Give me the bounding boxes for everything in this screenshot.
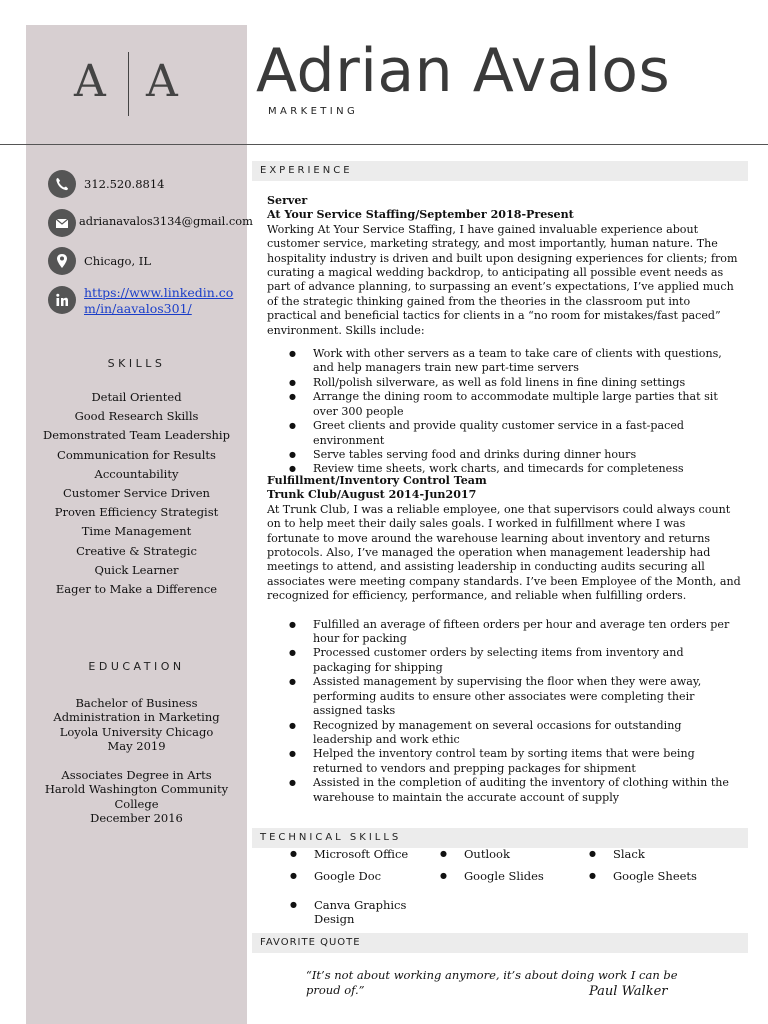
skill-item: Communication for Results xyxy=(57,447,216,462)
job-description: At Trunk Club, I was a reliable employee, one that supervisors could always count on to help meet their daily sales goals. I worked in fulfillment where I was fortunate to move around the warehouse learning about inventory and returns protocols. Also, I’ve managed the operation when management leadership had meetings to attend, and assisting leadership in conducting audits securing all associates were meeting company standards. I’ve been Employee of the Month, and recognized for efficiency, performance, and reliable when fulfilling orders. xyxy=(267,502,741,603)
education-heading: EDUCATION xyxy=(88,660,185,673)
skill-item: Good Research Skills xyxy=(74,409,199,424)
education-entry-1 xyxy=(26,696,247,754)
technical-skills-heading: TECHNICAL SKILLS xyxy=(260,832,402,843)
quote-author: Paul Walker xyxy=(589,984,668,999)
linkedin-link-wrapper xyxy=(84,285,239,317)
list-item: ● Processed customer orders by selecting items from inventory and packaging for shipping xyxy=(267,646,741,675)
tech-skill-item: ● Outlook xyxy=(464,847,510,861)
tech-skill-item: ● Microsoft Office xyxy=(314,847,408,861)
skill-item: Demonstrated Team Leadership xyxy=(43,428,230,443)
tech-skill-item: ● Google Doc xyxy=(314,869,381,883)
list-item: ● Serve tables serving food and drinks during dinner hours xyxy=(267,448,741,462)
monogram-left-letter: A xyxy=(74,56,106,107)
phone-number: 312.520.8814 xyxy=(84,177,165,191)
skill-item: Detail Oriented xyxy=(91,390,182,404)
education-date: December 2016 xyxy=(90,811,183,826)
skills-heading: SKILLS xyxy=(107,357,166,370)
experience-section-header xyxy=(252,161,748,181)
skill-item: Quick Learner xyxy=(94,562,179,577)
linkedin-link[interactable]: https://www.linkedin.com/in/aavalos301/ xyxy=(84,285,234,316)
job-fulfillment xyxy=(267,474,741,805)
location-text: Chicago, IL xyxy=(84,254,151,268)
job-company: At Your Service Staffing/September 2018-Present xyxy=(267,208,574,222)
skill-item: Proven Efficiency Strategist xyxy=(54,505,219,520)
school-name: Harold Washington Community xyxy=(44,782,229,797)
list-item: ● Recognized by management on several occasions for outstanding leadership and work ethic xyxy=(267,719,741,748)
job-bullets xyxy=(267,347,741,477)
skill-item: Time Management xyxy=(81,524,192,539)
job-bullets xyxy=(267,618,741,805)
technical-skills-section-header xyxy=(252,828,748,848)
job-server xyxy=(267,194,741,477)
job-company: Trunk Club/August 2014-Jun2017 xyxy=(267,488,477,502)
favorite-quote-heading: FAVORITE QUOTE xyxy=(260,937,361,948)
tech-skill-item: ● Google Slides xyxy=(464,869,544,883)
monogram-right-letter: A xyxy=(146,56,178,107)
skill-item: Accountability xyxy=(94,466,179,481)
job-description: Working At Your Service Staffing, I have gained invaluable experience about customer service, marketing strategy, and most importantly, human nature. The hospitality industry is driven and built upon designing experiences for clients; from curating a magical wedding backdrop, to anticipating all possible event needs as part of advance planning, to surpassing an event’s expectations, I’ve applied much of the strategic thinking gained from the theories in the classroom put into practical and beneficial tactics for clients in a “no room for mistakes/fast paced” environment. Skills include: xyxy=(267,222,738,337)
tech-skill-item: ● Slack xyxy=(613,847,645,861)
linkedin-icon xyxy=(48,286,76,314)
monogram-divider xyxy=(128,52,129,116)
education-date: May 2019 xyxy=(107,739,166,754)
school-name: Loyola University Chicago xyxy=(59,724,214,739)
skills-list xyxy=(26,388,247,599)
list-item: ● Work with other servers as a team to take care of clients with questions, and help managers train new part-time servers xyxy=(267,347,741,376)
email-icon xyxy=(48,209,76,237)
list-item: ● Helped the inventory control team by sorting items that were being returned to vendors and prepping packages for shipment xyxy=(267,747,741,776)
list-item: ● Roll/polish silverware, as well as fold linens in fine dining settings xyxy=(267,376,741,390)
degree-line: Administration in Marketing xyxy=(53,710,220,725)
skill-item: Eager to Make a Difference xyxy=(55,581,218,596)
job-title: Fulfillment/Inventory Control Team xyxy=(267,474,487,487)
job-title: Server xyxy=(267,194,308,207)
quote-text: “It’s not about working anymore, it’s about doing work I can be proud of.” xyxy=(306,968,678,997)
tech-skill-item: ● Canva Graphics Design xyxy=(314,898,414,926)
tech-skill-item: ● Google Sheets xyxy=(613,869,697,883)
experience-heading: EXPERIENCE xyxy=(260,165,353,176)
degree-line: Bachelor of Business xyxy=(75,696,198,710)
list-item: ● Assisted in the completion of auditing the inventory of clothing within the warehouse to maintain the accurate account of supply xyxy=(267,776,741,805)
favorite-quote-section-header xyxy=(252,933,748,953)
candidate-name: Adrian Avalos xyxy=(256,36,671,106)
phone-icon xyxy=(48,170,76,198)
list-item: ● Review time sheets, work charts, and timecards for completeness xyxy=(267,462,741,476)
location-pin-icon xyxy=(48,247,76,275)
list-item: ● Fulfilled an average of fifteen orders per hour and average ten orders per hour for packing xyxy=(267,618,741,647)
list-item: ● Greet clients and provide quality customer service in a fast-paced environment xyxy=(267,419,741,448)
list-item: ● Assisted management by supervising the floor when they were away, performing audits to ensure other associates were completing their assigned tasks xyxy=(267,675,741,718)
header-divider xyxy=(0,144,768,145)
list-item: ● Arrange the dining room to accommodate multiple large parties that sit over 300 people xyxy=(267,390,741,419)
candidate-role: MARKETING xyxy=(268,106,359,117)
school-name: College xyxy=(114,796,159,811)
skill-item: Customer Service Driven xyxy=(63,485,210,500)
skill-item: Creative & Strategic xyxy=(76,543,197,558)
email-address[interactable]: adrianavalos3134@gmail.com xyxy=(79,214,253,228)
degree-line: Associates Degree in Arts xyxy=(61,768,212,782)
education-entry-2 xyxy=(26,768,247,826)
